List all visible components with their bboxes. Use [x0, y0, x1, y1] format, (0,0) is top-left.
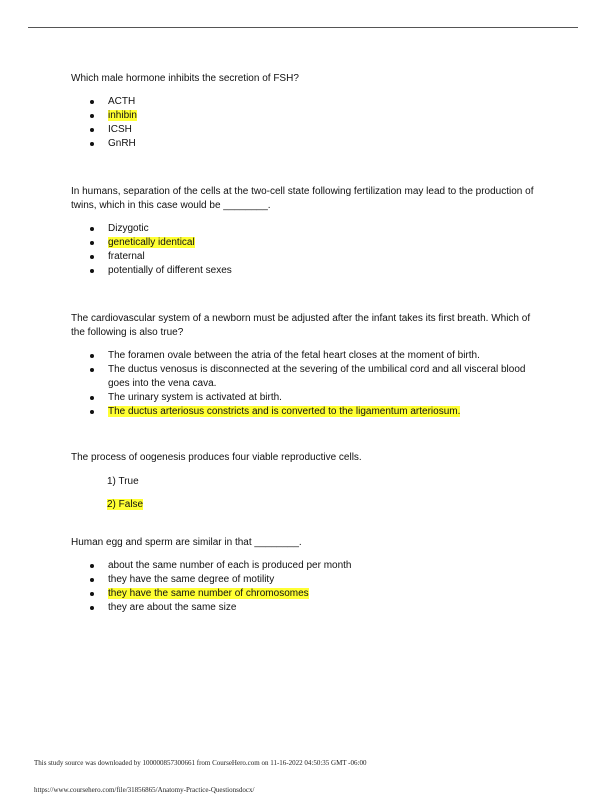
- list-item: [71, 123, 541, 137]
- option-text: ICSH: [108, 124, 132, 135]
- list-item: [107, 475, 541, 489]
- question-4: [71, 451, 541, 512]
- list-item: [71, 559, 541, 573]
- question-1: [71, 72, 541, 151]
- bullet-icon: [90, 410, 94, 414]
- bullet-icon: [90, 255, 94, 259]
- highlighted-answer: The ductus arteriosus constricts and is converted to the ligamentum arteriosum.: [108, 406, 461, 417]
- option-list: [71, 222, 541, 278]
- bullet-icon: [90, 241, 94, 245]
- highlighted-answer: genetically identical: [108, 237, 195, 248]
- list-item: [71, 222, 541, 236]
- bullet-icon: [90, 354, 94, 358]
- bullet-icon: [90, 227, 94, 231]
- option-text: ACTH: [108, 96, 136, 107]
- question-5: [71, 536, 541, 615]
- option-list: [71, 559, 541, 615]
- bullet-icon: [90, 592, 94, 596]
- list-item: [71, 95, 541, 109]
- document-body: [71, 72, 541, 615]
- option-text: GnRH: [108, 138, 136, 149]
- question-text: The process of oogenesis produces four viable reproductive cells.: [71, 452, 362, 463]
- question-text: Human egg and sperm are similar in that ________.: [71, 537, 302, 548]
- list-item: [71, 587, 541, 601]
- bullet-icon: [90, 142, 94, 146]
- list-item: [71, 264, 541, 278]
- list-item: [71, 573, 541, 587]
- highlighted-answer: they have the same number of chromosomes: [108, 588, 309, 599]
- bullet-icon: [90, 396, 94, 400]
- question-text: In humans, separation of the cells at the two-cell state following fertilization may lead to the production of twins, which in this case would be ________.: [71, 186, 534, 211]
- question-2: [71, 185, 541, 278]
- list-item: [71, 109, 541, 123]
- highlighted-answer: 2) False: [107, 499, 144, 510]
- option-text: 1) True: [107, 476, 139, 487]
- option-text: potentially of different sexes: [108, 265, 232, 276]
- list-item: [71, 349, 541, 363]
- download-notice: This study source was downloaded by 100000857300661 from CourseHero.com on 11-16-2022 04:50:35 GMT -06:00: [34, 759, 367, 767]
- highlighted-answer: inhibin: [108, 110, 137, 121]
- top-rule: [28, 27, 578, 28]
- bullet-icon: [90, 114, 94, 118]
- option-list: [71, 349, 541, 419]
- list-item: [71, 405, 541, 419]
- list-item: [71, 391, 541, 405]
- option-text: The ductus venosus is disconnected at the severing of the umbilical cord and all visceral blood goes into the vena cava.: [108, 364, 526, 389]
- option-text: fraternal: [108, 251, 145, 262]
- source-url-link[interactable]: https://www.coursehero.com/file/31856865/Anatomy-Practice-Questionsdocx/: [34, 786, 255, 794]
- question-3: [71, 312, 541, 419]
- bullet-icon: [90, 269, 94, 273]
- option-text: about the same number of each is produced per month: [108, 560, 352, 571]
- bullet-icon: [90, 128, 94, 132]
- option-text: The foramen ovale between the atria of the fetal heart closes at the moment of birth.: [108, 350, 480, 361]
- list-item: [71, 236, 541, 250]
- option-text: The urinary system is activated at birth.: [108, 392, 282, 403]
- question-text: The cardiovascular system of a newborn must be adjusted after the infant takes its first breath. Which of the following is also true?: [71, 313, 531, 338]
- option-text: they are about the same size: [108, 602, 237, 613]
- option-list: [71, 95, 541, 151]
- bullet-icon: [90, 100, 94, 104]
- list-item: [71, 250, 541, 264]
- bullet-icon: [90, 368, 94, 372]
- bullet-icon: [90, 606, 94, 610]
- bullet-icon: [90, 578, 94, 582]
- bullet-icon: [90, 564, 94, 568]
- option-list: [71, 475, 541, 512]
- option-text: Dizygotic: [108, 223, 149, 234]
- option-text: they have the same degree of motility: [108, 574, 275, 585]
- list-item: [71, 601, 541, 615]
- list-item: [107, 498, 541, 512]
- list-item: [71, 363, 541, 391]
- list-item: [71, 137, 541, 151]
- question-text: Which male hormone inhibits the secretion of FSH?: [71, 73, 299, 84]
